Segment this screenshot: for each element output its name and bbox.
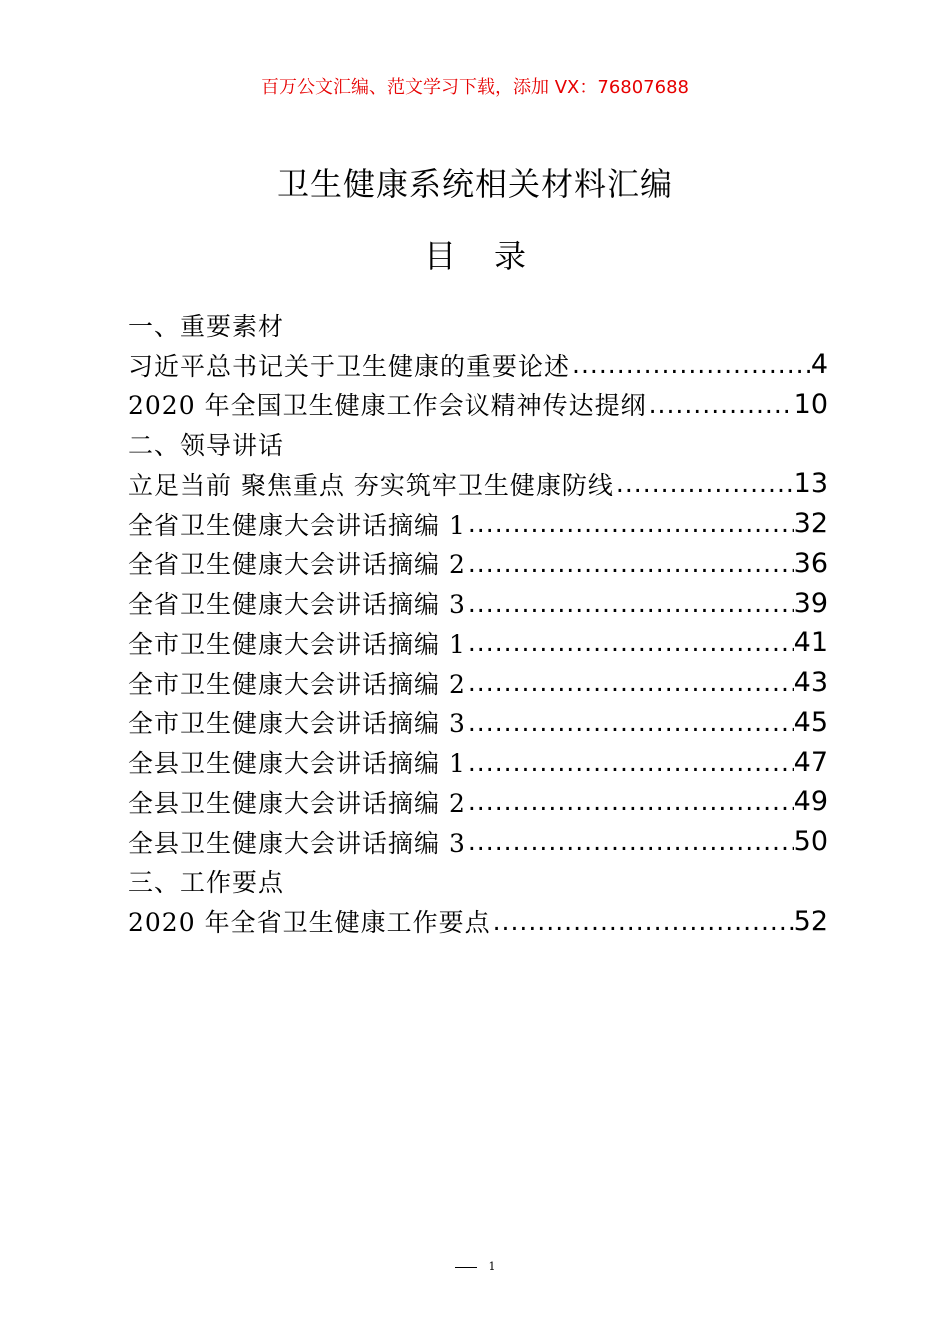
toc-entry[interactable] bbox=[128, 703, 828, 743]
toc-dot-leader bbox=[647, 390, 794, 419]
toc-dot-leader bbox=[614, 469, 794, 498]
toc-entry-title: 2020 年全省卫生健康工作要点 bbox=[128, 908, 491, 938]
toc-entry-title: 全省卫生健康大会讲话摘编 3 bbox=[128, 590, 466, 620]
toc-page-number: 41 bbox=[793, 627, 828, 659]
toc-page-number: 32 bbox=[793, 508, 828, 540]
toc-entry[interactable] bbox=[128, 822, 828, 862]
toc-entry[interactable] bbox=[128, 742, 828, 782]
toc-entry-title: 全省卫生健康大会讲话摘编 2 bbox=[128, 550, 466, 580]
toc-entry[interactable] bbox=[128, 583, 828, 623]
toc-page-number: 49 bbox=[793, 786, 828, 818]
toc-entry[interactable] bbox=[128, 623, 828, 663]
toc-entry-title: 2020 年全国卫生健康工作会议精神传达提纲 bbox=[128, 391, 647, 421]
toc-page-number: 50 bbox=[793, 826, 828, 858]
toc-entry[interactable] bbox=[128, 504, 828, 544]
toc-dot-leader bbox=[466, 748, 794, 777]
toc-page-number: 52 bbox=[793, 905, 828, 937]
toc-section-heading bbox=[128, 424, 828, 464]
toc-entry-title: 全县卫生健康大会讲话摘编 1 bbox=[128, 749, 466, 779]
table-of-contents bbox=[128, 305, 828, 941]
toc-page-number: 4 bbox=[810, 349, 828, 381]
toc-entry-title: 全市卫生健康大会讲话摘编 2 bbox=[128, 669, 466, 699]
toc-entry-title: 全市卫生健康大会讲话摘编 3 bbox=[128, 709, 466, 739]
toc-heading-right: 录 bbox=[494, 237, 527, 275]
page-number: 1 bbox=[488, 1260, 496, 1273]
toc-entry[interactable] bbox=[128, 385, 828, 425]
toc-dot-leader bbox=[466, 549, 794, 578]
toc-page-number: 39 bbox=[793, 587, 828, 619]
toc-entry-title: 全县卫生健康大会讲话摘编 2 bbox=[128, 788, 466, 818]
toc-dot-leader bbox=[466, 589, 794, 618]
promo-banner: 百万公文汇编、范文学习下载，添加 VX：76807688 bbox=[261, 77, 689, 98]
toc-dot-leader bbox=[570, 350, 811, 379]
toc-entry[interactable] bbox=[128, 782, 828, 822]
toc-page-number: 13 bbox=[793, 468, 828, 500]
toc-section-heading bbox=[128, 305, 828, 345]
toc-heading-left: 目 bbox=[423, 237, 456, 275]
toc-heading bbox=[0, 234, 950, 278]
toc-dot-leader bbox=[466, 787, 794, 816]
footer-dash bbox=[455, 1267, 477, 1268]
toc-dot-leader bbox=[466, 708, 794, 737]
toc-entry[interactable] bbox=[128, 901, 828, 941]
document-title: 卫生健康系统相关材料汇编 bbox=[276, 165, 673, 203]
toc-entry-title: 立足当前 聚焦重点 夯实筑牢卫生健康防线 bbox=[128, 470, 614, 500]
toc-section-title: 二、领导讲话 bbox=[128, 431, 285, 461]
toc-entry[interactable] bbox=[128, 663, 828, 703]
toc-entry-title: 习近平总书记关于卫生健康的重要论述 bbox=[128, 351, 571, 381]
toc-dot-leader bbox=[466, 827, 794, 856]
toc-entry[interactable] bbox=[128, 345, 828, 385]
toc-section-heading bbox=[128, 862, 828, 902]
toc-page-number: 10 bbox=[793, 388, 828, 420]
toc-dot-leader bbox=[466, 509, 794, 538]
toc-entry[interactable] bbox=[128, 464, 828, 504]
page-footer bbox=[0, 1258, 950, 1276]
toc-page-number: 45 bbox=[793, 706, 828, 738]
toc-section-title: 一、重要素材 bbox=[128, 311, 285, 341]
toc-page-number: 47 bbox=[793, 746, 828, 778]
toc-page-number: 43 bbox=[793, 667, 828, 699]
toc-page-number: 36 bbox=[793, 547, 828, 579]
toc-dot-leader bbox=[466, 668, 794, 697]
toc-dot-leader bbox=[491, 907, 794, 936]
toc-entry-title: 全县卫生健康大会讲话摘编 3 bbox=[128, 828, 466, 858]
toc-entry[interactable] bbox=[128, 544, 828, 584]
toc-entry-title: 全市卫生健康大会讲话摘编 1 bbox=[128, 629, 466, 659]
toc-entry-title: 全省卫生健康大会讲话摘编 1 bbox=[128, 510, 466, 540]
toc-section-title: 三、工作要点 bbox=[128, 868, 285, 898]
toc-dot-leader bbox=[466, 628, 794, 657]
